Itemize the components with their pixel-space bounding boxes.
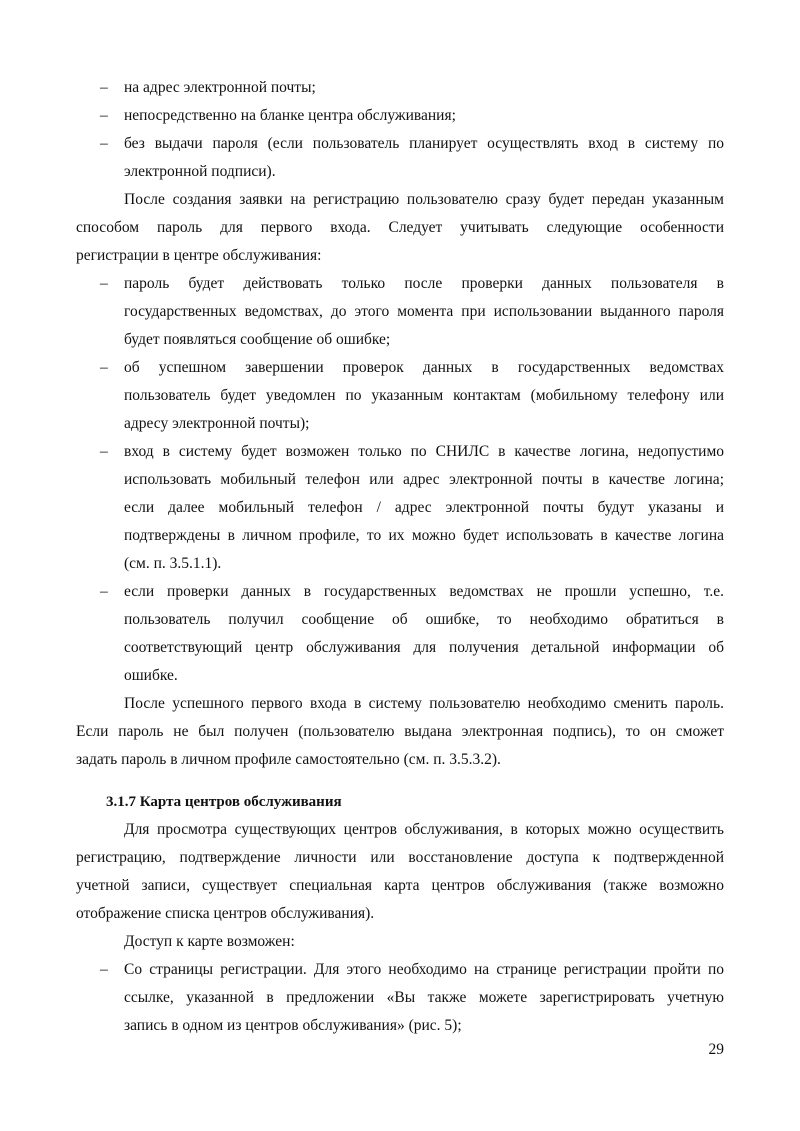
text-line: Если пароль не был получен (пользователю выдана электронная подпись), то он сможет (76, 723, 724, 740)
bullet-dash: – (100, 135, 108, 152)
section-heading: 3.1.7 Карта центров обслуживания (106, 794, 342, 810)
text-line: подтверждены в личном профиле, то их можно будет использовать в качестве логина (124, 527, 724, 544)
paragraph-change-password (76, 690, 724, 774)
bullet-dash: – (100, 79, 108, 96)
text-line: запись в одном из центров обслуживания» (рис. 5); (124, 1017, 462, 1034)
list-item (76, 354, 724, 438)
bullet-dash: – (100, 275, 108, 292)
text-line: отображение списка центров обслуживания). (76, 905, 375, 922)
map-access-list (76, 956, 724, 1040)
text-line: государственных ведомствах, до этого момента при использовании выданного пароля (124, 303, 724, 320)
list-item (76, 956, 724, 1040)
bullet-dash: – (100, 583, 108, 600)
text-line: об успешном завершении проверок данных в государственных ведомствах (124, 359, 724, 376)
text-line: адресу электронной почты); (124, 415, 310, 432)
bullet-dash: – (100, 359, 108, 376)
text-line: вход в систему будет возможен только по СНИЛС в качестве логина, недопустимо (124, 443, 724, 460)
paragraph-password-delivery (76, 186, 724, 270)
text-line: пользователь получил сообщение об ошибке, то необходимо обратиться в (124, 611, 724, 628)
bullet-dash: – (100, 443, 108, 460)
paragraph-service-map (76, 816, 724, 928)
list-item (76, 438, 724, 578)
text-line: Доступ к карте возможен: (124, 933, 295, 950)
document-body (76, 74, 724, 1040)
text-line: будет появляться сообщение об ошибке; (124, 331, 391, 348)
text-line: Для просмотра существующих центров обслуживания, в которых можно осуществить (124, 821, 724, 838)
text-line: учетной записи, существует специальная карта центров обслуживания (также возможно (76, 877, 724, 894)
registration-features-list (76, 270, 724, 690)
text-line: ссылке, указанной в предложении «Вы также можете зарегистрировать учетную (124, 989, 724, 1006)
text-line: использовать мобильный телефон или адрес электронной почты в качестве логина; (124, 471, 724, 488)
text-line: После успешного первого входа в систему пользователю необходимо сменить пароль. (124, 695, 724, 712)
text-line: соответствующий центр обслуживания для получения детальной информации об (124, 639, 724, 656)
text-line: регистрации в центре обслуживания: (76, 247, 322, 264)
list-item (76, 270, 724, 354)
text-line: без выдачи пароля (если пользователь планирует осуществлять вход в систему по (124, 135, 724, 152)
text-line: пароль будет действовать только после проверки данных пользователя в (124, 275, 724, 292)
text-line: если далее мобильный телефон / адрес электронной почты будут указаны и (124, 499, 724, 516)
text-line: на адрес электронной почты; (124, 79, 316, 96)
list-item (76, 74, 724, 102)
paragraph-map-access (76, 928, 724, 956)
text-line: непосредственно на бланке центра обслуживания; (124, 107, 456, 124)
text-line: Со страницы регистрации. Для этого необходимо на странице регистрации пройти по (124, 961, 724, 978)
text-line: регистрацию, подтверждение личности или восстановление доступа к подтвержденной (76, 849, 724, 866)
list-item (76, 578, 724, 690)
text-line: способом пароль для первого входа. Следует учитывать следующие особенности (76, 219, 724, 236)
text-line: После создания заявки на регистрацию пользователю сразу будет передан указанным (124, 191, 724, 208)
bullet-dash: – (100, 961, 108, 978)
list-item (76, 130, 724, 186)
text-line: (см. п. 3.5.1.1). (124, 555, 222, 572)
text-line: пользователь будет уведомлен по указанным контактам (мобильному телефону или (124, 387, 724, 404)
list-item (76, 102, 724, 130)
bullet-dash: – (100, 107, 108, 124)
delivery-options-list (76, 74, 724, 186)
text-line: ошибке. (124, 667, 178, 684)
page-number: 29 (708, 1041, 724, 1058)
text-line: если проверки данных в государственных ведомствах не прошли успешно, т.е. (124, 583, 724, 600)
text-line: электронной подписи). (124, 163, 276, 180)
text-line: задать пароль в личном профиле самостоятельно (см. п. 3.5.3.2). (76, 751, 501, 768)
